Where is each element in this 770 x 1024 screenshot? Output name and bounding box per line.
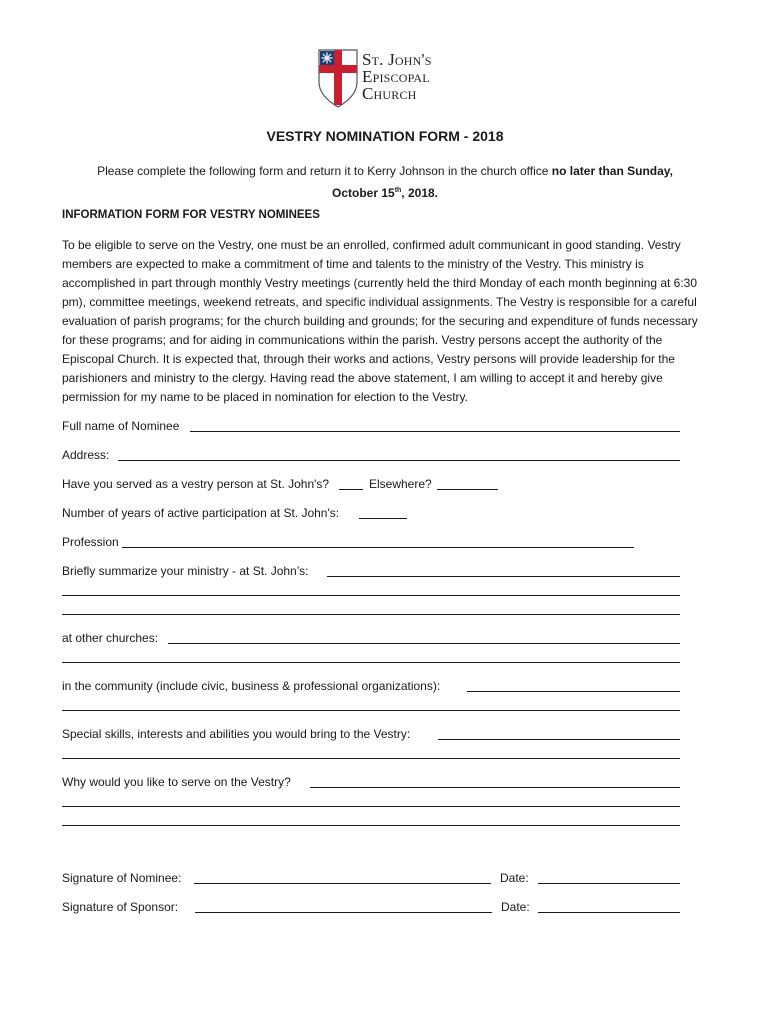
profession-field[interactable] <box>122 547 634 548</box>
signature-sponsor-field[interactable] <box>195 912 492 913</box>
intro-deadline-3: , 2018. <box>401 186 438 200</box>
intro-deadline-2: October 15 <box>331 186 395 200</box>
why-field-3[interactable] <box>62 825 680 826</box>
intro-instructions <box>70 162 700 203</box>
full-name-label: Full name of Nominee <box>62 419 180 433</box>
intro-text: Please complete the following form and return it to Kerry Johnson in the church office <box>97 164 552 178</box>
section-heading: INFORMATION FORM FOR VESTRY NOMINEES <box>62 209 320 221</box>
date-nominee-field[interactable] <box>538 883 680 884</box>
form-title: VESTRY NOMINATION FORM - 2018 <box>266 128 504 144</box>
other-churches-field-1[interactable] <box>168 643 680 644</box>
full-name-field[interactable] <box>190 431 680 432</box>
eligibility-paragraph: To be eligible to serve on the Vestry, one must be an enrolled, confirmed adult communicant in good standing. Vestry members are expected to make a commitment of time and talents to the ministry of the Vestry. This ministry is accomplished in part through monthly Vestry meetings (currently held the third Monday of each month beginning at 6:30 pm), committee meetings, weekend retreats, and specific individual assignments. The Vestry is responsible for a careful evaluation of parish programs; for the church building and grounds; for the securing and expenditure of funds necessary for these programs; and for aiding in communications within the parish. Vestry persons accept the authority of the Episcopal Church. It is expected that, through their works and actions, Vestry persons will provide leadership for the parishioners and ministry to the clergy. Having read the above statement, I am willing to accept it and hereby give permission for my name to be placed in nomination for election to the Vestry. <box>62 238 698 404</box>
date-nominee-label: Date: <box>500 871 529 885</box>
ministry-stjohns-field-1[interactable] <box>327 576 680 577</box>
other-churches-field-2[interactable] <box>62 662 680 663</box>
elsewhere-label: Elsewhere? <box>369 477 432 491</box>
church-name-line-3: Church <box>362 84 417 103</box>
profession-label: Profession <box>62 535 119 549</box>
why-label: Why would you like to serve on the Vestry? <box>62 775 291 789</box>
address-label: Address: <box>62 448 110 462</box>
address-field[interactable] <box>118 460 680 461</box>
episcopal-shield-icon <box>318 48 358 108</box>
other-churches-label: at other churches: <box>62 631 159 645</box>
skills-field-1[interactable] <box>438 739 680 740</box>
church-name-line-2: Episcopal <box>362 67 430 86</box>
church-name <box>362 51 432 102</box>
years-label: Number of years of active participation at St. John's: <box>62 506 340 520</box>
ministry-stjohns-field-3[interactable] <box>62 614 680 615</box>
served-stjohns-label: Have you served as a vestry person at St. John's? <box>62 477 330 491</box>
elsewhere-field[interactable] <box>437 489 498 490</box>
why-field-2[interactable] <box>62 806 680 807</box>
community-field-2[interactable] <box>62 710 680 711</box>
signature-sponsor-label: Signature of Sponsor: <box>62 900 179 914</box>
served-stjohns-field[interactable] <box>339 489 363 490</box>
why-field-1[interactable] <box>310 787 680 788</box>
community-field-1[interactable] <box>467 691 680 692</box>
ministry-stjohns-field-2[interactable] <box>62 595 680 596</box>
skills-field-2[interactable] <box>62 758 680 759</box>
church-logo <box>318 48 458 110</box>
intro-deadline-sup: th <box>394 187 402 194</box>
intro-deadline-1: no later than Sunday, <box>551 164 673 178</box>
signature-nominee-field[interactable] <box>194 883 491 884</box>
ministry-stjohns-label: Briefly summarize your ministry - at St. John’s: <box>62 564 309 578</box>
skills-label: Special skills, interests and abilities you would bring to the Vestry: <box>62 727 411 741</box>
church-name-line-1: St. John's <box>362 50 432 69</box>
signature-nominee-label: Signature of Nominee: <box>62 871 182 885</box>
date-sponsor-field[interactable] <box>538 912 680 913</box>
years-field[interactable] <box>359 518 407 519</box>
date-sponsor-label: Date: <box>501 900 530 914</box>
community-label: in the community (include civic, business & professional organizations): <box>62 679 441 693</box>
